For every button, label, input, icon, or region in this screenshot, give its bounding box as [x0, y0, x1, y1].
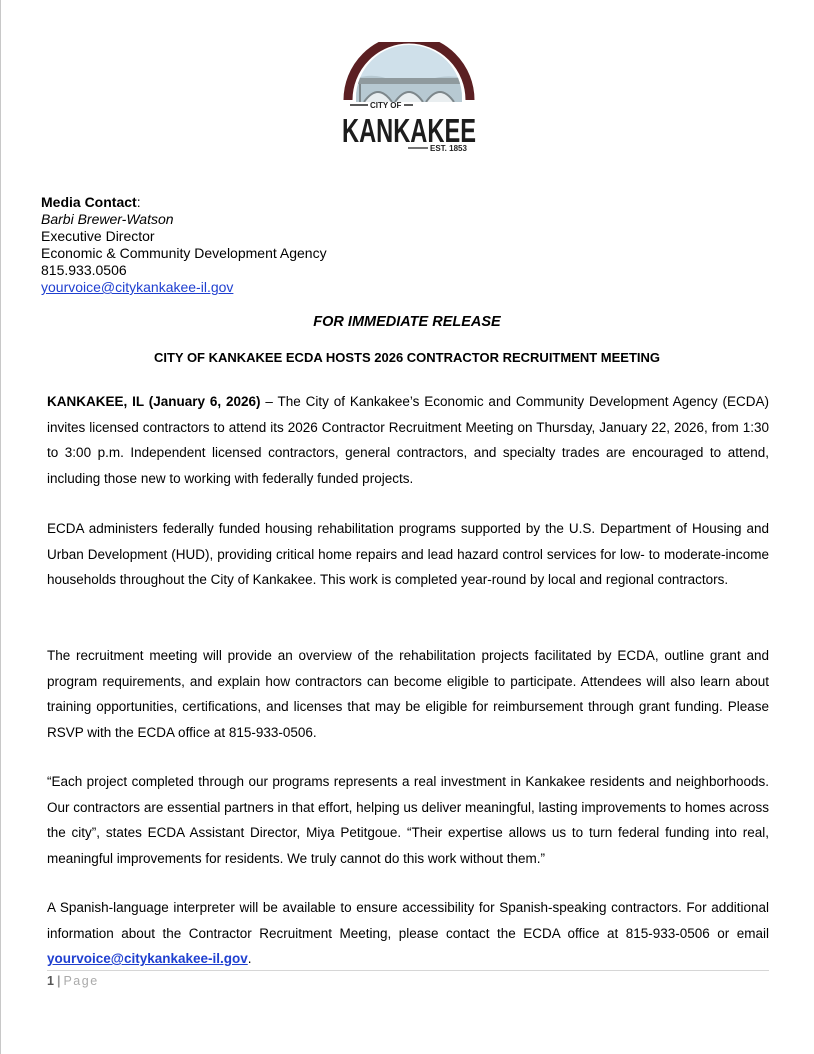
paragraph-3: The recruitment meeting will provide an overview of the rehabilitation projects facilitated by ECDA, outline grant and program requirements, and explain how contractors can become eligible to participate. Attendees will also learn about training opportunities, certifications, and licenses that may be eligible for reimbursement through grant funding. Please RSVP with the ECDA office at 815-933-0506.: [47, 648, 769, 740]
contact-phone: 815.933.0506: [41, 262, 127, 278]
paragraph-4: “Each project completed through our programs represents a real investment in Kankakee residents and neighborhoods. Our contractors are essential partners in that effort, helping us deliver meaningful, lasting improvements to homes across the city”, states ECDA Assistant Director, Miya Petitgoue. “Their expertise allows us to turn federal funding into real, meaningful improvements for residents. We truly cannot do this work without them.”: [47, 774, 769, 866]
page-footer: [47, 974, 99, 988]
media-contact-colon: :: [136, 194, 141, 210]
page-word: Page: [63, 974, 99, 988]
paragraph-2: ECDA administers federally funded housing rehabilitation programs supported by the U.S. Department of Housing and Urban Development (HUD), providing critical home repairs and lead hazard control services for low- to moderate-income households throughout the City of Kankakee. This work is completed year-round by local and regional contractors.: [47, 521, 769, 587]
media-contact-block: [41, 194, 327, 296]
dateline: KANKAKEE, IL (January 6, 2026): [47, 394, 261, 409]
footer-separator: |: [56, 974, 61, 988]
city-logo: [338, 42, 480, 154]
press-headline: CITY OF KANKAKEE ECDA HOSTS 2026 CONTRACTOR RECRUITMENT MEETING: [153, 350, 661, 365]
paragraph-5-end: .: [247, 951, 252, 966]
contact-title: Executive Director: [41, 228, 155, 244]
logo-name-text: KANKAKEE: [342, 112, 476, 149]
paragraph-5-email-link[interactable]: yourvoice@citykankakee-il.gov: [47, 951, 248, 966]
paragraph-5-body: A Spanish-language interpreter will be available to ensure accessibility for Spanish-speaking contractors. For additional information about the Contractor Recruitment Meeting, please contact the ECDA office at 815-933-0506 or email: [47, 900, 769, 941]
paragraph-5: [47, 895, 769, 972]
logo-established-text: EST. 1853: [430, 144, 467, 153]
page-edge: [0, 0, 1, 1054]
contact-email-link[interactable]: yourvoice@citykankakee-il.gov: [41, 279, 234, 295]
contact-person: Barbi Brewer-Watson: [41, 211, 174, 227]
media-contact-heading: [41, 194, 327, 211]
footer-divider: [47, 970, 769, 971]
logo-bridge-deck: [356, 78, 462, 84]
release-label: FOR IMMEDIATE RELEASE: [313, 314, 501, 330]
logo-city-of-text: CITY OF: [370, 101, 402, 110]
paragraph-1: [47, 389, 769, 491]
page-number: 1: [47, 974, 54, 988]
paragraph-1-body: – The City of Kankakee’s Economic and Community Development Agency (ECDA) invites licensed contractors to attend its 2026 Contractor Recruitment Meeting on Thursday, January 22, 2026, from 1:30 to 3:00 p.m. Independent licensed contractors, general contractors, and specialty trades are encouraged to attend, including those new to working with federally funded projects.: [47, 394, 769, 486]
media-contact-label: Media Contact: [41, 194, 137, 210]
contact-agency: Economic & Community Development Agency: [41, 245, 327, 261]
